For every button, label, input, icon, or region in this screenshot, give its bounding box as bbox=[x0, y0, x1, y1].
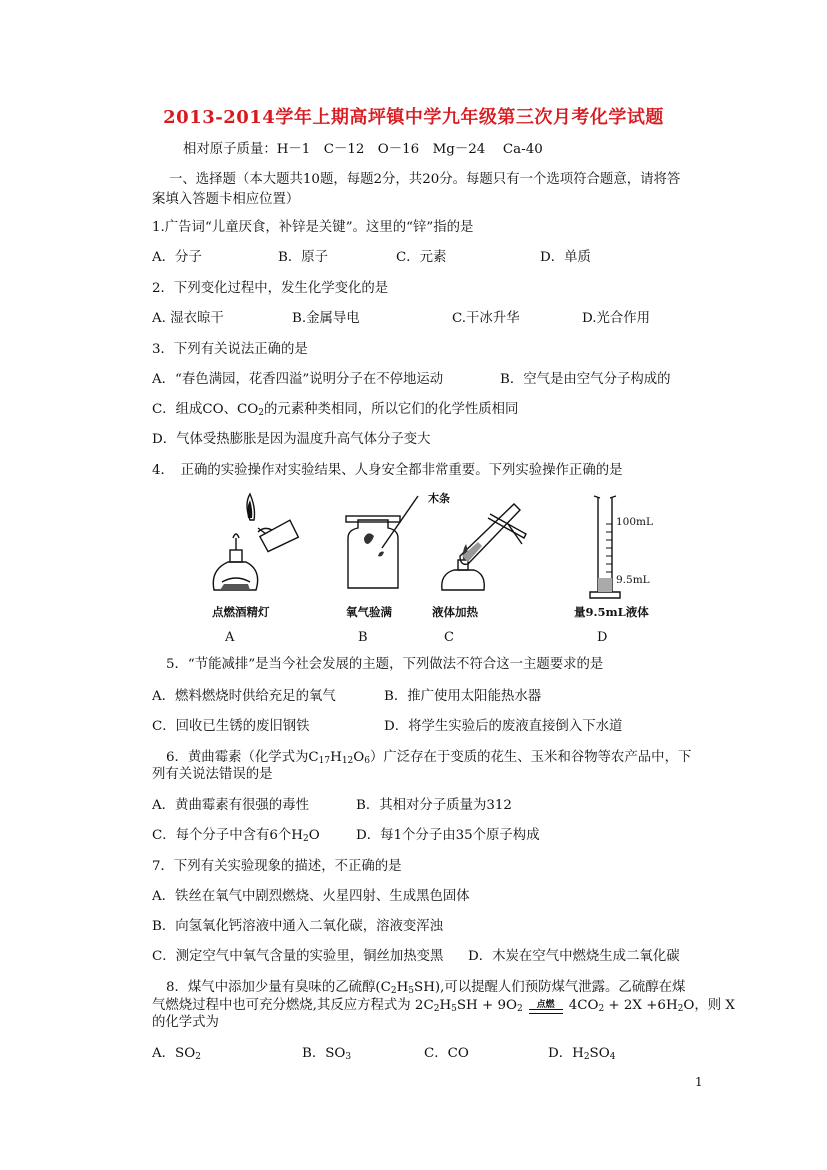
q2-option-d: D.光合作用 bbox=[582, 311, 651, 326]
q1-option-d: D．单质 bbox=[540, 250, 591, 265]
letter-d: D bbox=[597, 630, 608, 645]
q5-option-b: B．推广使用太阳能热水器 bbox=[384, 689, 542, 704]
q7-option-a: A．铁丝在氧气中剧烈燃烧、火星四射、生成黑色固体 bbox=[152, 889, 470, 904]
q8-stem: 8．煤气中添加少量有臭味的乙硫醇$(C_2H_5SH)$,可以提醒人们预防煤气泄露。乙硫醇在煤 bbox=[166, 980, 686, 996]
q6-stem-cont: 列有关说法错误的是 bbox=[152, 767, 273, 782]
q2-option-a: A. 湿衣晾干 bbox=[152, 311, 224, 326]
caption-c: 液体加热 bbox=[432, 605, 478, 619]
q7-option-b: B．向氢氧化钙溶液中通入二氧化碳，溶液变浑浊 bbox=[152, 919, 444, 934]
q1-stem: 1.广告词“儿童厌食，补锌是关键”。这里的“锌”指的是 bbox=[152, 220, 474, 235]
q8-stem-end: 的化学式为 bbox=[152, 1015, 219, 1030]
q3-option-c: C．组成CO、$CO_2$的元素种类相同，所以它们的化学性质相同 bbox=[152, 402, 519, 418]
q7-option-d: D．木炭在空气中燃烧生成二氧化碳 bbox=[468, 949, 680, 964]
q3-option-a: A．“春色满园，花香四溢”说明分子在不停地运动 bbox=[152, 372, 444, 387]
caption-a: 点燃酒精灯 bbox=[212, 605, 270, 619]
q1-option-a: A．分子 bbox=[152, 250, 202, 265]
atomic-masses: 相对原子质量：H－1 C－12 O－16 Mg－24 Ca-40 bbox=[183, 142, 543, 157]
q4-stem: 4． 正确的实验操作对实验结果、人身安全都非常重要。下列实验操作正确的是 bbox=[152, 463, 623, 478]
q2-option-b: B.金属导电 bbox=[292, 311, 360, 326]
page-number: 1 bbox=[695, 1075, 703, 1089]
wood-label: 木条 bbox=[428, 492, 450, 505]
q1-option-b: B．原子 bbox=[278, 250, 329, 265]
letter-c: C bbox=[444, 630, 454, 645]
figure-c-test-tube bbox=[432, 494, 542, 604]
q5-option-a: A．燃料燃烧时供给充足的氧气 bbox=[152, 689, 336, 704]
q7-stem: 7．下列有关实验现象的描述，不正确的是 bbox=[152, 859, 402, 874]
q6-option-c: C．每个分子中含有6个$H_2O$ bbox=[152, 828, 320, 844]
q3-option-b: B．空气是由空气分子构成的 bbox=[500, 372, 671, 387]
section-heading-cont: 案填入答题卡相应位置） bbox=[152, 192, 300, 207]
q8-option-a: A．$SO_2$ bbox=[152, 1046, 201, 1062]
q8-option-d: D．$H_2SO_4$ bbox=[548, 1046, 616, 1062]
section-heading: 一、选择题（本大题共10题，每题2分，共20分。每题只有一个选项符合题意，请将答 bbox=[169, 172, 681, 187]
cylinder-bottom-label: 9.5mL bbox=[616, 574, 650, 586]
q6-option-a: A．黄曲霉素有很强的毒性 bbox=[152, 798, 309, 813]
q1-option-c: C．元素 bbox=[396, 250, 447, 265]
q2-option-c: C.干冰升华 bbox=[452, 311, 520, 326]
q6-stem: 6．黄曲霉素（化学式为$C_{17}H_{12}O_6$）广泛存在于变质的花生、玉米和谷物等农产品中，下 bbox=[166, 750, 692, 766]
caption-b: 氧气验满 bbox=[346, 605, 392, 619]
letter-b: B bbox=[358, 630, 368, 645]
q5-option-c: C．回收已生锈的废旧钢铁 bbox=[152, 719, 310, 734]
q6-option-b: B．其相对分子质量为312 bbox=[356, 798, 512, 813]
letter-a: A bbox=[225, 630, 235, 645]
cylinder-top-label: 100mL bbox=[616, 516, 653, 528]
q8-option-c: C．CO bbox=[424, 1046, 469, 1061]
caption-d: 量9.5mL液体 bbox=[574, 605, 649, 619]
q5-stem: 5．“节能减排”是当今社会发展的主题，下列做法不符合这一主题要求的是 bbox=[166, 657, 604, 672]
reaction-arrow: 点燃 bbox=[529, 997, 563, 1016]
q4-figures bbox=[200, 490, 680, 650]
q3-stem: 3．下列有关说法正确的是 bbox=[152, 342, 308, 357]
q8-equation-line: 气燃烧过程中也可充分燃烧,其反应方程式为 $2C_2H_5SH + 9O_2$ 点燃 $4CO_2 + 2X +6H_2O$，则 X bbox=[152, 998, 735, 1014]
q6-option-d: D．每1个分子由35个原子构成 bbox=[356, 828, 540, 843]
q2-stem: 2．下列变化过程中，发生化学变化的是 bbox=[152, 281, 389, 296]
q7-option-c: C．测定空气中氧气含量的实验里，铜丝加热变黑 bbox=[152, 949, 444, 964]
exam-title: 2013-2014学年上期高坪镇中学九年级第三次月考化学试题 bbox=[163, 107, 664, 128]
figure-a-alcohol-lamp bbox=[200, 490, 320, 605]
q3-option-d: D．气体受热膨胀是因为温度升高气体分子变大 bbox=[152, 432, 431, 447]
q5-option-d: D．将学生实验后的废液直接倒入下水道 bbox=[384, 719, 623, 734]
q8-option-b: B．$SO_3$ bbox=[302, 1046, 352, 1062]
